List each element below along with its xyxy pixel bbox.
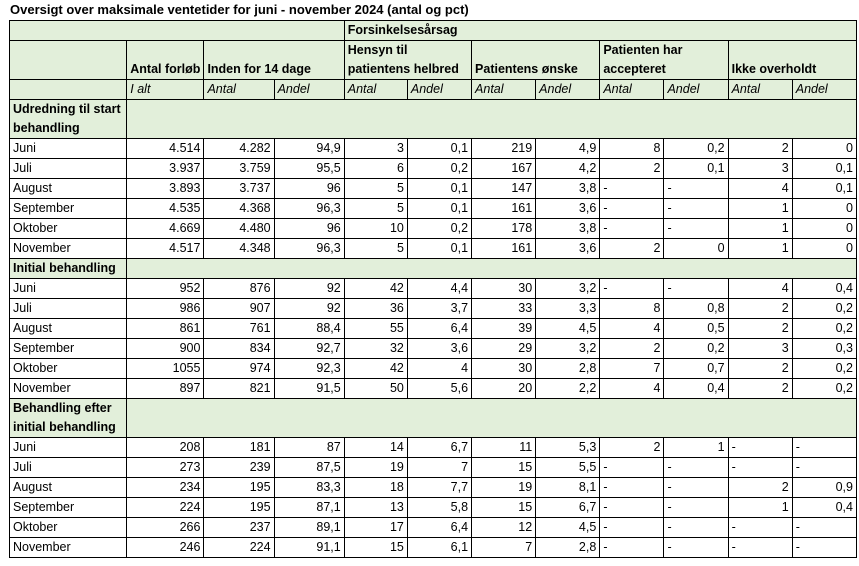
value-cell: - [600, 199, 664, 219]
value-cell: 3.759 [204, 159, 274, 179]
table-row [10, 458, 857, 478]
value-cell: 94,9 [274, 139, 344, 159]
table-row [10, 319, 857, 339]
section-title: Initial behandling [10, 259, 127, 279]
value-cell: 974 [204, 359, 274, 379]
value-cell: 0 [792, 219, 856, 239]
column-header: Patientens ønske [472, 41, 600, 80]
value-cell: 5 [344, 239, 407, 259]
value-cell: 834 [204, 339, 274, 359]
value-cell: 4.348 [204, 239, 274, 259]
subheader-cell: Antal [728, 80, 792, 100]
value-cell: 224 [127, 498, 204, 518]
value-cell: 0,2 [792, 359, 856, 379]
subheader-cell: Andel [792, 80, 856, 100]
value-cell: - [600, 518, 664, 538]
value-cell: 95,5 [274, 159, 344, 179]
value-cell: - [664, 458, 728, 478]
value-cell: 273 [127, 458, 204, 478]
month-cell: September [10, 199, 127, 219]
value-cell: 4 [728, 279, 792, 299]
value-cell: 208 [127, 438, 204, 458]
value-cell: 2 [728, 319, 792, 339]
value-cell: 1 [728, 199, 792, 219]
table-row [10, 179, 857, 199]
value-cell: 1 [728, 239, 792, 259]
month-cell: Juni [10, 279, 127, 299]
value-cell: 3,8 [536, 179, 600, 199]
table-row [10, 239, 857, 259]
value-cell: 178 [472, 219, 536, 239]
subheader-row [10, 80, 857, 100]
value-cell: 876 [204, 279, 274, 299]
value-cell: 12 [472, 518, 536, 538]
subheader-cell: Andel [407, 80, 471, 100]
value-cell: - [600, 279, 664, 299]
value-cell: 0,1 [407, 239, 471, 259]
subheader-cell: Antal [344, 80, 407, 100]
table-row [10, 159, 857, 179]
value-cell: 6,1 [407, 538, 471, 558]
value-cell: - [728, 438, 792, 458]
value-cell: - [728, 538, 792, 558]
month-cell: August [10, 478, 127, 498]
section-header-row [10, 399, 857, 438]
value-cell: - [664, 279, 728, 299]
value-cell: 18 [344, 478, 407, 498]
value-cell: 2 [600, 239, 664, 259]
value-cell: 0,1 [407, 139, 471, 159]
value-cell: - [792, 458, 856, 478]
value-cell: 761 [204, 319, 274, 339]
value-cell: 0,7 [664, 359, 728, 379]
value-cell: 897 [127, 379, 204, 399]
value-cell: 91,1 [274, 538, 344, 558]
value-cell: 0,1 [792, 159, 856, 179]
value-cell: 4 [600, 379, 664, 399]
subheader-cell: Andel [274, 80, 344, 100]
value-cell: 2 [600, 339, 664, 359]
value-cell: 17 [344, 518, 407, 538]
value-cell: 36 [344, 299, 407, 319]
value-cell: 167 [472, 159, 536, 179]
value-cell: - [728, 458, 792, 478]
value-cell: 96,3 [274, 239, 344, 259]
month-cell: Oktober [10, 359, 127, 379]
column-header-row [10, 41, 857, 80]
section-header-row [10, 259, 857, 279]
month-cell: Juli [10, 458, 127, 478]
value-cell: 50 [344, 379, 407, 399]
value-cell: 0,2 [792, 299, 856, 319]
value-cell: - [664, 498, 728, 518]
table-row [10, 339, 857, 359]
value-cell: 92,7 [274, 339, 344, 359]
value-cell: 4,4 [407, 279, 471, 299]
value-cell: 4,5 [536, 518, 600, 538]
value-cell: 8 [600, 139, 664, 159]
value-cell: 224 [204, 538, 274, 558]
value-cell: 87 [274, 438, 344, 458]
value-cell: 4.368 [204, 199, 274, 219]
column-header: Inden for 14 dage [204, 41, 344, 80]
category-header: Forsinkelsesårsag [344, 21, 856, 41]
value-cell: 5,6 [407, 379, 471, 399]
value-cell: - [792, 538, 856, 558]
table-row [10, 219, 857, 239]
value-cell: 4.480 [204, 219, 274, 239]
value-cell: - [664, 538, 728, 558]
section-header-spacer [127, 100, 857, 139]
value-cell: 4.514 [127, 139, 204, 159]
subheader-cell: Antal [600, 80, 664, 100]
value-cell: 861 [127, 319, 204, 339]
value-cell: 20 [472, 379, 536, 399]
month-cell: Juni [10, 139, 127, 159]
month-cell: Oktober [10, 518, 127, 538]
table-row [10, 359, 857, 379]
value-cell: 0,5 [664, 319, 728, 339]
value-cell: 0,2 [792, 319, 856, 339]
value-cell: 3.737 [204, 179, 274, 199]
table-row [10, 139, 857, 159]
subheader-cell: I alt [127, 80, 204, 100]
value-cell: 6,7 [407, 438, 471, 458]
value-cell: 5,8 [407, 498, 471, 518]
month-cell: Juli [10, 299, 127, 319]
value-cell: 0,4 [792, 279, 856, 299]
page-title: Oversigt over maksimale ventetider for juni - november 2024 (antal og pct) [10, 2, 469, 17]
value-cell: 161 [472, 239, 536, 259]
value-cell: 14 [344, 438, 407, 458]
value-cell: 1 [728, 219, 792, 239]
value-cell: 39 [472, 319, 536, 339]
value-cell: 15 [472, 458, 536, 478]
value-cell: 246 [127, 538, 204, 558]
value-cell: 907 [204, 299, 274, 319]
value-cell: 3,2 [536, 279, 600, 299]
value-cell: 3,6 [536, 239, 600, 259]
value-cell: 89,1 [274, 518, 344, 538]
value-cell: 2,8 [536, 359, 600, 379]
value-cell: - [792, 518, 856, 538]
value-cell: 15 [472, 498, 536, 518]
value-cell: 3,3 [536, 299, 600, 319]
value-cell: 0 [792, 139, 856, 159]
value-cell: 1 [664, 438, 728, 458]
value-cell: 92,3 [274, 359, 344, 379]
value-cell: 2,8 [536, 538, 600, 558]
month-cell: Oktober [10, 219, 127, 239]
value-cell: 239 [204, 458, 274, 478]
value-cell: - [728, 518, 792, 538]
value-cell: 4.282 [204, 139, 274, 159]
value-cell: 15 [344, 538, 407, 558]
value-cell: 4 [407, 359, 471, 379]
value-cell: 195 [204, 498, 274, 518]
value-cell: 195 [204, 478, 274, 498]
value-cell: - [600, 179, 664, 199]
section-title: Udredning til start behandling [10, 100, 127, 139]
value-cell: 96 [274, 179, 344, 199]
table-row [10, 299, 857, 319]
value-cell: 13 [344, 498, 407, 518]
value-cell: 10 [344, 219, 407, 239]
value-cell: 0,4 [792, 498, 856, 518]
month-cell: Juni [10, 438, 127, 458]
month-cell: November [10, 538, 127, 558]
table-row [10, 518, 857, 538]
column-header: Patienten har accepteret [600, 41, 728, 80]
value-cell: 7 [407, 458, 471, 478]
value-cell: 986 [127, 299, 204, 319]
value-cell: 0,2 [407, 159, 471, 179]
value-cell: 2 [728, 359, 792, 379]
value-cell: 147 [472, 179, 536, 199]
value-cell: 4,5 [536, 319, 600, 339]
value-cell: 42 [344, 279, 407, 299]
month-cell: November [10, 379, 127, 399]
section-header-row [10, 100, 857, 139]
value-cell: 0,1 [407, 179, 471, 199]
value-cell: 6,4 [407, 319, 471, 339]
value-cell: 3 [728, 159, 792, 179]
value-cell: 3,8 [536, 219, 600, 239]
value-cell: 7 [472, 538, 536, 558]
table-row [10, 498, 857, 518]
value-cell: 8,1 [536, 478, 600, 498]
subheader-cell: Antal [204, 80, 274, 100]
value-cell: 7,7 [407, 478, 471, 498]
value-cell: 3 [344, 139, 407, 159]
value-cell: 0,1 [792, 179, 856, 199]
value-cell: 234 [127, 478, 204, 498]
table-row [10, 478, 857, 498]
subheader-cell: Antal [472, 80, 536, 100]
value-cell: 4 [728, 179, 792, 199]
value-cell: 237 [204, 518, 274, 538]
waiting-times-table [9, 20, 857, 558]
subheader-cell: Andel [664, 80, 728, 100]
value-cell: 83,3 [274, 478, 344, 498]
value-cell: 96,3 [274, 199, 344, 219]
value-cell: 2 [728, 379, 792, 399]
table-row [10, 438, 857, 458]
value-cell: - [664, 219, 728, 239]
column-header: Antal forløb [127, 41, 204, 80]
value-cell: 8 [600, 299, 664, 319]
column-header: Ikke overholdt [728, 41, 856, 80]
month-cell: November [10, 239, 127, 259]
value-cell: 6 [344, 159, 407, 179]
value-cell: 2 [728, 299, 792, 319]
value-cell: 87,5 [274, 458, 344, 478]
value-cell: 3,7 [407, 299, 471, 319]
value-cell: 92 [274, 279, 344, 299]
value-cell: 2 [728, 478, 792, 498]
month-cell: September [10, 339, 127, 359]
value-cell: 32 [344, 339, 407, 359]
value-cell: 5 [344, 179, 407, 199]
section-header-spacer [127, 399, 857, 438]
value-cell: 33 [472, 299, 536, 319]
value-cell: 161 [472, 199, 536, 219]
value-cell: 0,2 [792, 379, 856, 399]
value-cell: - [600, 498, 664, 518]
category-header-spacer [10, 21, 345, 41]
value-cell: 0,1 [407, 199, 471, 219]
value-cell: 88,4 [274, 319, 344, 339]
column-header-spacer [10, 41, 127, 80]
value-cell: 55 [344, 319, 407, 339]
value-cell: 3,2 [536, 339, 600, 359]
column-header: Hensyn til patientens helbred [344, 41, 471, 80]
value-cell: 0 [792, 199, 856, 219]
value-cell: 30 [472, 359, 536, 379]
table-row [10, 538, 857, 558]
value-cell: 2 [728, 139, 792, 159]
value-cell: 4,2 [536, 159, 600, 179]
value-cell: 5 [344, 199, 407, 219]
value-cell: 4 [600, 319, 664, 339]
value-cell: - [664, 478, 728, 498]
value-cell: 6,7 [536, 498, 600, 518]
value-cell: 5,3 [536, 438, 600, 458]
value-cell: 1 [728, 498, 792, 518]
value-cell: 30 [472, 279, 536, 299]
value-cell: 0,2 [664, 339, 728, 359]
value-cell: - [600, 219, 664, 239]
value-cell: 4.517 [127, 239, 204, 259]
value-cell: 19 [344, 458, 407, 478]
value-cell: - [664, 179, 728, 199]
value-cell: 87,1 [274, 498, 344, 518]
value-cell: 266 [127, 518, 204, 538]
value-cell: - [600, 538, 664, 558]
month-cell: August [10, 319, 127, 339]
value-cell: 181 [204, 438, 274, 458]
value-cell: 6,4 [407, 518, 471, 538]
value-cell: 92 [274, 299, 344, 319]
value-cell: 3,6 [407, 339, 471, 359]
month-cell: September [10, 498, 127, 518]
value-cell: 0,8 [664, 299, 728, 319]
value-cell: 42 [344, 359, 407, 379]
value-cell: - [600, 458, 664, 478]
value-cell: 0 [664, 239, 728, 259]
value-cell: 2,2 [536, 379, 600, 399]
value-cell: 952 [127, 279, 204, 299]
value-cell: 3,6 [536, 199, 600, 219]
category-header-row [10, 21, 857, 41]
value-cell: 3.893 [127, 179, 204, 199]
value-cell: 0,2 [407, 219, 471, 239]
value-cell: 821 [204, 379, 274, 399]
value-cell: - [600, 478, 664, 498]
month-cell: August [10, 179, 127, 199]
value-cell: 0,1 [664, 159, 728, 179]
value-cell: - [792, 438, 856, 458]
value-cell: 3 [728, 339, 792, 359]
value-cell: 19 [472, 478, 536, 498]
value-cell: 3.937 [127, 159, 204, 179]
value-cell: - [664, 518, 728, 538]
month-cell: Juli [10, 159, 127, 179]
value-cell: 11 [472, 438, 536, 458]
value-cell: 96 [274, 219, 344, 239]
value-cell: 0 [792, 239, 856, 259]
value-cell: 900 [127, 339, 204, 359]
value-cell: 29 [472, 339, 536, 359]
table-row [10, 379, 857, 399]
value-cell: 1055 [127, 359, 204, 379]
section-header-spacer [127, 259, 857, 279]
value-cell: 0,4 [664, 379, 728, 399]
value-cell: 4,9 [536, 139, 600, 159]
value-cell: 5,5 [536, 458, 600, 478]
value-cell: - [664, 199, 728, 219]
value-cell: 7 [600, 359, 664, 379]
value-cell: 219 [472, 139, 536, 159]
value-cell: 2 [600, 438, 664, 458]
value-cell: 0,3 [792, 339, 856, 359]
value-cell: 91,5 [274, 379, 344, 399]
value-cell: 4.669 [127, 219, 204, 239]
value-cell: 4.535 [127, 199, 204, 219]
subheader-spacer [10, 80, 127, 100]
table-row [10, 199, 857, 219]
subheader-cell: Andel [536, 80, 600, 100]
table-row [10, 279, 857, 299]
value-cell: 0,2 [664, 139, 728, 159]
section-title: Behandling efter initial behandling [10, 399, 127, 438]
value-cell: 2 [600, 159, 664, 179]
value-cell: 0,9 [792, 478, 856, 498]
